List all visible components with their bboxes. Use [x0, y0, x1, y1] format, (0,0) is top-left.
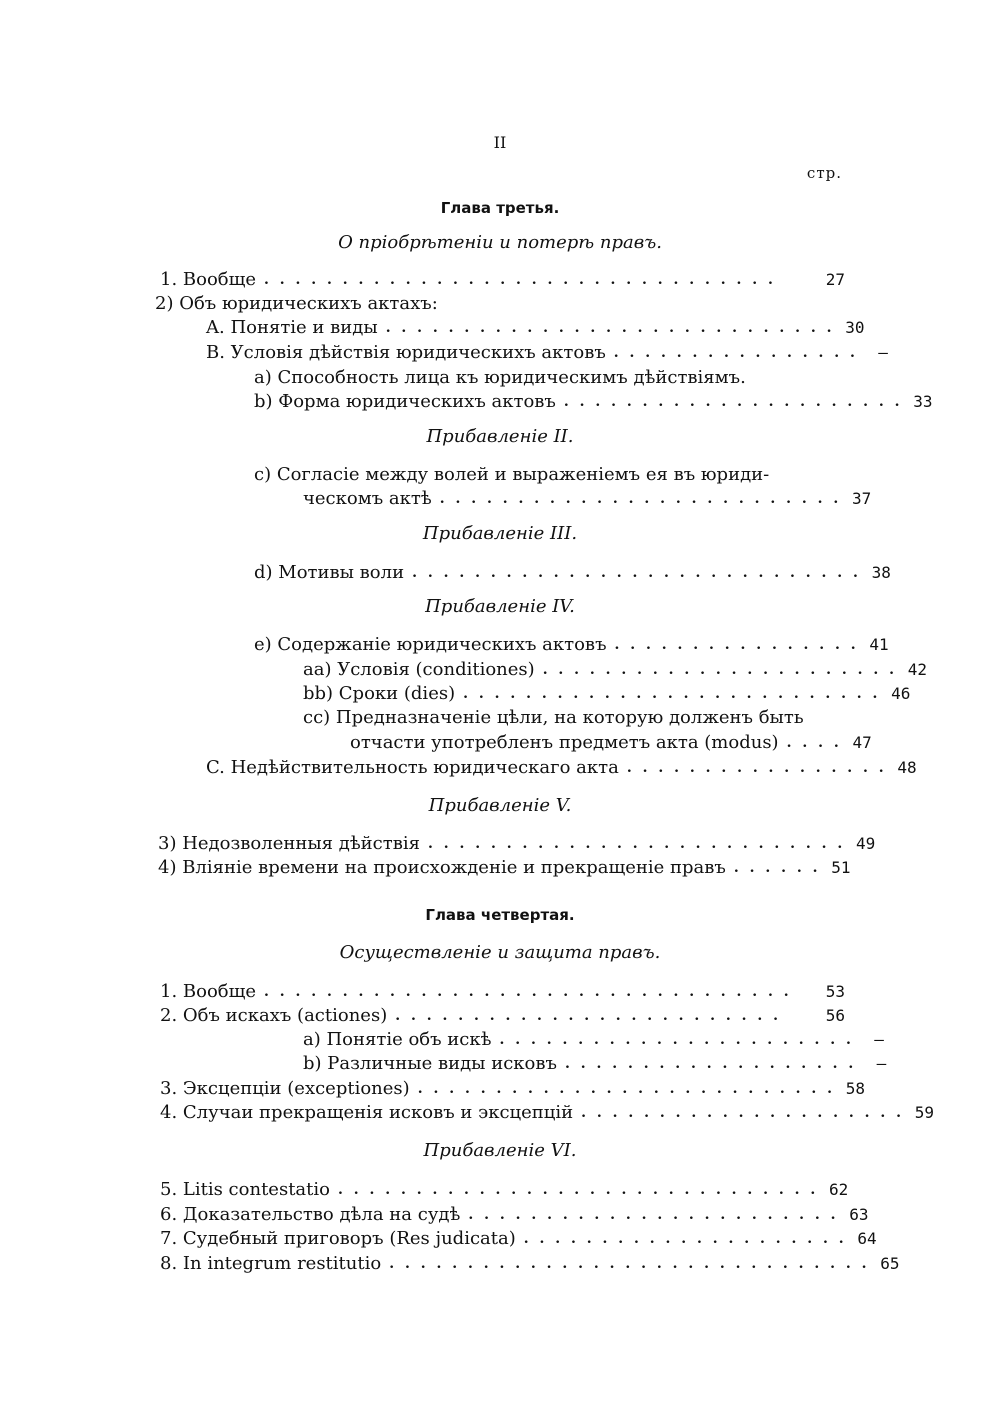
toc-entry: 4) Вліяніе времени на происхожденіе и прекращеніе правъ . . . . . . 51 — [158, 857, 851, 878]
toc-entry: 3) Недозволенныя дѣйствія . . . . . . . . . . . . . . . . . . . . . . . . . . . 49 — [158, 833, 876, 854]
toc-entry: 6. Доказательство дѣла на судѣ . . . . . . . . . . . . . . . . . . . . . . . . 63 — [160, 1204, 869, 1225]
addendum-3-heading: Прибавленіе III. — [422, 523, 578, 544]
toc-entry: 1. Вообще . . . . . . . . . . . . . . . . . . . . . . . . . . . . . . . . . 27 — [160, 269, 845, 290]
toc-entry: c) Согласіе между волей и выраженіемъ ея въ юриди- — [254, 464, 770, 485]
toc-entry: 2. Объ искахъ (actiones) . . . . . . . . . . . . . . . . . . . . . . . . . 56 — [160, 1005, 845, 1026]
toc-entry: ческомъ актѣ . . . . . . . . . . . . . . . . . . . . . . . . . . 37 — [303, 488, 872, 509]
chapter-3-heading: Глава третья. — [440, 199, 560, 217]
toc-entry: 7. Судебный приговоръ (Res judicata) . . . . . . . . . . . . . . . . . . . . . 64 — [160, 1228, 877, 1249]
addendum-4-heading: Прибавленіе IV. — [425, 596, 575, 617]
toc-entry: b) Форма юридическихъ актовъ . . . . . . . . . . . . . . . . . . . . . . 33 — [254, 391, 933, 412]
toc-entry: bb) Сроки (dies) . . . . . . . . . . . . . . . . . . . . . . . . . . . 46 — [303, 683, 911, 704]
toc-entry: b) Различные виды исковъ . . . . . . . . . . . . . . . . . . . — — [303, 1053, 887, 1074]
chapter-4-subtitle: Осуществленіе и защита правъ. — [339, 942, 661, 963]
toc-entry: a) Понятіе объ искѣ . . . . . . . . . . . . . . . . . . . . . . . — — [303, 1029, 884, 1050]
addendum-2-heading: Прибавленіе II. — [426, 426, 574, 447]
toc-entry: A. Понятіе и виды . . . . . . . . . . . . . . . . . . . . . . . . . . . . . 30 — [206, 317, 865, 338]
toc-entry: 8. In integrum restitutio . . . . . . . . . . . . . . . . . . . . . . . . . . . . . . . 65 — [160, 1253, 900, 1274]
addendum-6-heading: Прибавленіе VI. — [423, 1140, 577, 1161]
page-column-label: стр. — [806, 164, 842, 182]
chapter-4-heading: Глава четвертая. — [425, 906, 575, 924]
toc-entry: cc) Предназначеніе цѣли, на которую долженъ быть — [303, 707, 804, 728]
toc-entry: aa) Условія (conditiones) . . . . . . . . . . . . . . . . . . . . . . . 42 — [303, 659, 928, 680]
toc-entry: отчасти употребленъ предметъ акта (modus) . . . . 47 — [350, 732, 872, 753]
toc-entry: e) Содержаніе юридическихъ актовъ . . . . . . . . . . . . . . . . 41 — [254, 634, 889, 655]
chapter-3-subtitle: О пріобрѣтеніи и потерѣ правъ. — [338, 232, 662, 253]
toc-entry: 4. Случаи прекращенія исковъ и эксцепцій . . . . . . . . . . . . . . . . . . . . . 59 — [160, 1102, 934, 1123]
toc-entry: d) Мотивы воли . . . . . . . . . . . . . . . . . . . . . . . . . . . . . 38 — [254, 562, 891, 583]
toc-entry: 2) Объ юридическихъ актахъ: — [155, 293, 438, 314]
toc-entry: B. Условія дѣйствія юридическихъ актовъ . . . . . . . . . . . . . . . . — — [206, 342, 888, 363]
toc-entry: 1. Вообще . . . . . . . . . . . . . . . . . . . . . . . . . . . . . . . . . . 53 — [160, 981, 845, 1002]
addendum-5-heading: Прибавленіе V. — [428, 795, 572, 816]
toc-entry: 5. Litis contestatio . . . . . . . . . . . . . . . . . . . . . . . . . . . . . . . 62 — [160, 1179, 849, 1200]
page-number: II — [493, 133, 507, 152]
toc-entry: 3. Эксцепціи (exceptiones) . . . . . . . . . . . . . . . . . . . . . . . . . . . 58 — [160, 1078, 866, 1099]
toc-entry: a) Способность лица къ юридическимъ дѣйствіямъ. — [254, 367, 746, 388]
toc-entry: C. Недѣйствительность юридическаго акта . . . . . . . . . . . . . . . . . 48 — [206, 757, 917, 778]
